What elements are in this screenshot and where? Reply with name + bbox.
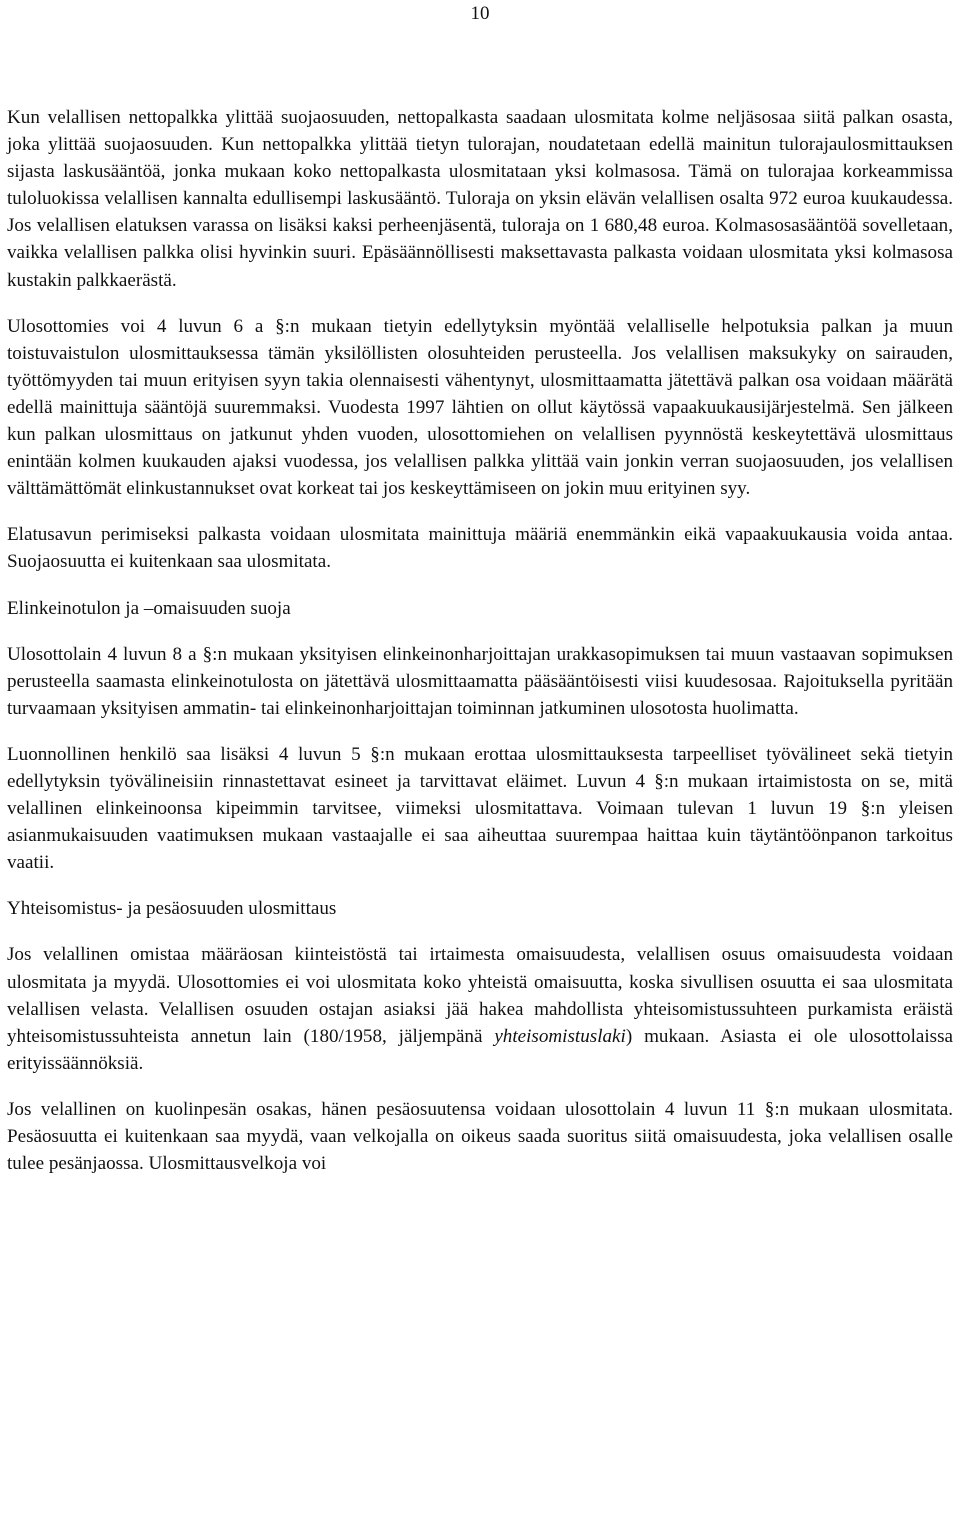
- text-segment: Jos velallinen omistaa määräosan kiinteistöstä tai irtaimesta omaisuudesta, velallisen osuus omaisuudesta voidaan ulosmitata ja myydä. Ulosottomies ei voi ulosmitata koko yhteistä omaisuutta, koska sivullisen osuutta ei saa ulosmitata velallisen velasta. Velallisen osuuden ostajan asiaksi jää hakea mahdollista yhteisomistussuhteen purkamista eräistä yhteisomistussuhteista annetun lain (180/1958, jäljempänä: [7, 944, 953, 1047]
- page-number: 10: [470, 3, 490, 24]
- paragraph: [7, 941, 953, 1076]
- italic-term: yhteisomistuslaki: [494, 1025, 626, 1047]
- text-segment: ) mukaan. Asiasta ei ole ulosottolaissa erityissäännöksiä.: [7, 1025, 953, 1074]
- section-heading: [7, 595, 953, 622]
- text-segment: Elatusavun perimiseksi palkasta voidaan ulosmitata mainittuja määriä enemmänkin eikä vapaakuukausia voida antaa. Suojaosuutta ei kuitenkaan saa ulosmitata.: [7, 524, 953, 573]
- text-segment: Kun velallisen nettopalkka ylittää suojaosuuden, nettopalkasta saadaan ulosmitata kolme neljäsosaa siitä palkan osasta, joka ylittää suojaosuuden. Kun nettopalkka ylittää tietyn tulorajan, noudatetaan edellä mainitun tulorajaulosmittauksen sijasta laskusääntöä, jonka mukaan koko nettopalkasta ulosmitataan yksi kolmasosa. Tämä on tulorajaa korkeammissa tuloluokissa velallisen kannalta edullisempi laskusääntö. Tuloraja on yksin elävän velallisen osalta 972 euroa kuukaudessa. Jos velallisen elatuksen varassa on lisäksi kaksi perheenjäsentä, tuloraja on 1 680,48 euroa. Kolmasosasääntöä sovelletaan, vaikka velallisen palkka olisi hyvinkin suuri. Epäsäännöllisesti maksettavasta palkasta voidaan ulosmitata yksi kolmasosa kustakin palkkaerästä.: [7, 107, 953, 291]
- paragraph: [7, 313, 953, 503]
- text-segment: Luonnollinen henkilö saa lisäksi 4 luvun 5 §:n mukaan erottaa ulosmittauksesta tarpeelliset työvälineet sekä tietyin edellytyksin työvälineisiin rinnastettavat esineet ja tarvittavat eläimet. Luvun 4 §:n mukaan irtaimistosta on se, mitä velallinen elinkeinoonsa kipeimmin tarvitsee, viimeksi ulosmitattava. Voimaan tulevan 1 luvun 19 §:n yleisen asianmukaisuuden vaatimuksen mukaan vastaajalle ei saa aiheuttaa suurempaa haittaa kuin täytäntöönpanon tarkoitus vaatii.: [7, 743, 953, 874]
- section-heading: [7, 895, 953, 922]
- text-segment: Jos velallinen on kuolinpesän osakas, hänen pesäosuutensa voidaan ulosottolain 4 luvun 11 §:n mukaan ulosmitata. Pesäosuutta ei kuitenkaan saa myydä, vaan velkojalla on oikeus saada suoritus siitä omaisuudesta, joka velallisen osalle tulee pesänjaossa. Ulosmittausvelkoja voi: [7, 1098, 953, 1175]
- text-segment: Ulosottolain 4 luvun 8 a §:n mukaan yksityisen elinkeinonharjoittajan urakkasopimuksen tai muun vastaavan sopimuksen perusteella saamasta elinkeinotulosta on jätettävä ulosmittaamatta pääsääntöisesti viisi kuudesosaa. Rajoituksella pyritään turvaamaan yksityisen ammatin- tai elinkeinonharjoittajan toiminnan jatkuminen ulosotosta huolimatta.: [7, 643, 953, 719]
- paragraph: [7, 1096, 953, 1177]
- text-segment: Yhteisomistus- ja pesäosuuden ulosmittaus: [7, 898, 337, 920]
- text-segment: Ulosottomies voi 4 luvun 6 a §:n mukaan tietyin edellytyksin myöntää velalliselle helpotuksia palkan ja muun toistuvaistulon ulosmittauksessa tämän yksilöllisten olosuhteiden perusteella. Jos velallisen maksukyky on sairauden, työttömyyden tai muun erityisen syyn takia olennaisesti vähentynyt, ulosmittaamatta jätettävä palkan osa voidaan määrätä edellä mainittuja sääntöjä suuremmaksi. Vuodesta 1997 lähtien on ollut käytössä vapaakuukausijärjestelmä. Sen jälkeen kun palkan ulosmittaus on jatkunut yhden vuoden, ulosottomiehen on velallisen pyynnöstä keskeytettävä ulosmittaus enintään kolmen kuukauden ajaksi vuodessa, jos velallisen palkka ylittää vain jonkin verran suojaosuuden, jos velallisen välttämättömät elinkustannukset ovat korkeat tai jos keskeyttämiseen on jokin muu erityinen syy.: [7, 315, 953, 500]
- document-body: [7, 104, 953, 1196]
- paragraph: [7, 521, 953, 575]
- paragraph: [7, 741, 953, 876]
- text-segment: Elinkeinotulon ja –omaisuuden suoja: [7, 597, 291, 619]
- paragraph: [7, 104, 953, 294]
- paragraph: [7, 641, 953, 722]
